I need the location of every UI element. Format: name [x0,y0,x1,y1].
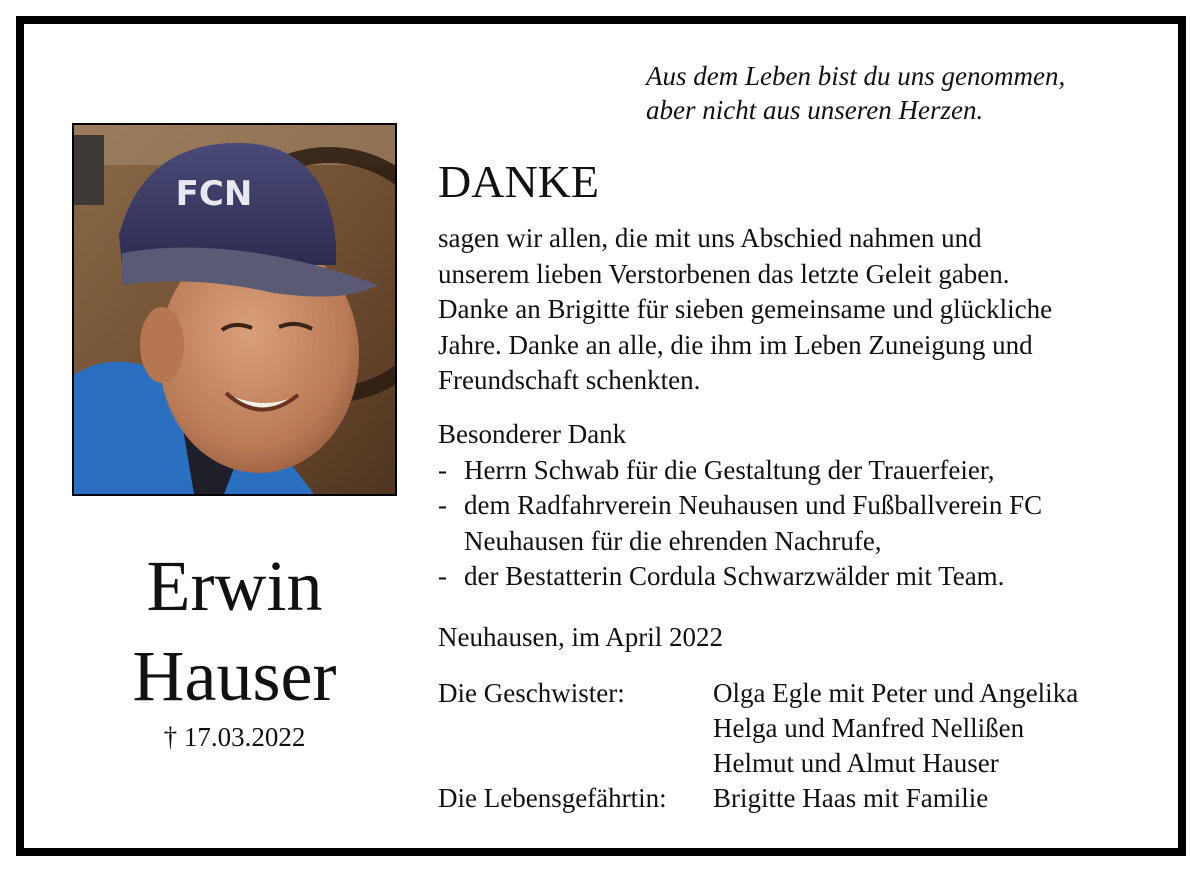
place-date: Neuhausen, im April 2022 [438,622,723,652]
mourner-group-partner [438,781,1078,816]
special-thanks-section [438,417,1042,595]
cap-logo-text: FCN [175,174,253,214]
special-thanks-text: Neuhausen für die ehrenden Nachrufe, [464,525,882,556]
list-dash: - [438,454,447,485]
special-thanks-text: dem Radfahrverein Neuhausen und Fußballverein FC [464,490,1043,520]
thanks-body-line: Jahre. Danke an alle, die ihm im Leben Zuneigung und [438,329,1033,360]
portrait-photo [72,123,397,496]
special-thanks-item-continuation [438,524,1042,560]
death-date: † 17.03.2022 [163,722,306,752]
mourner-names [713,676,1078,781]
special-thanks-item [438,559,1042,595]
thanks-body [438,221,1158,399]
special-thanks-text: der Bestatterin Cordula Schwarzwälder mit Team. [464,561,1005,591]
deceased-last-name: Hauser [132,636,337,716]
list-dash: - [438,561,447,591]
thanks-heading: DANKE [438,156,599,207]
thanks-body-line: unserem lieben Verstorbenen das letzte Geleit gaben. [438,258,1010,289]
mourners-list [438,676,1078,816]
mourner-names [713,781,988,816]
mourner-name: Olga Egle mit Peter und Angelika [713,678,1079,708]
mourner-name: Brigitte Haas mit Familie [713,783,989,813]
mourner-name: Helga und Manfred Nellißen [713,713,1025,743]
special-thanks-item [438,453,1042,489]
motto-line-1: Aus dem Leben bist du uns genommen, [646,61,1066,91]
mourner-label: Die Geschwister: [438,678,625,708]
motto-line-2: aber nicht aus unseren Herzen. [646,95,984,125]
thanks-body-line: Freundschaft schenkten. [438,365,701,395]
mourner-label: Die Lebensgefährtin: [438,783,667,813]
special-thanks-item [438,488,1042,524]
special-thanks-heading: Besonderer Dank [438,419,627,449]
deceased-first-name: Erwin [146,546,323,626]
thanks-body-line: sagen wir allen, die mit uns Abschied nahmen und [438,223,982,253]
special-thanks-text: Herrn Schwab für die Gestaltung der Trauerfeier, [464,454,995,485]
mourner-group-siblings [438,676,1078,781]
thanks-body-line: Danke an Brigitte für sieben gemeinsame und glückliche [438,294,1053,324]
motto-quote [646,59,1065,127]
mourner-name: Helmut und Almut Hauser [713,748,999,778]
list-dash: - [438,490,447,520]
